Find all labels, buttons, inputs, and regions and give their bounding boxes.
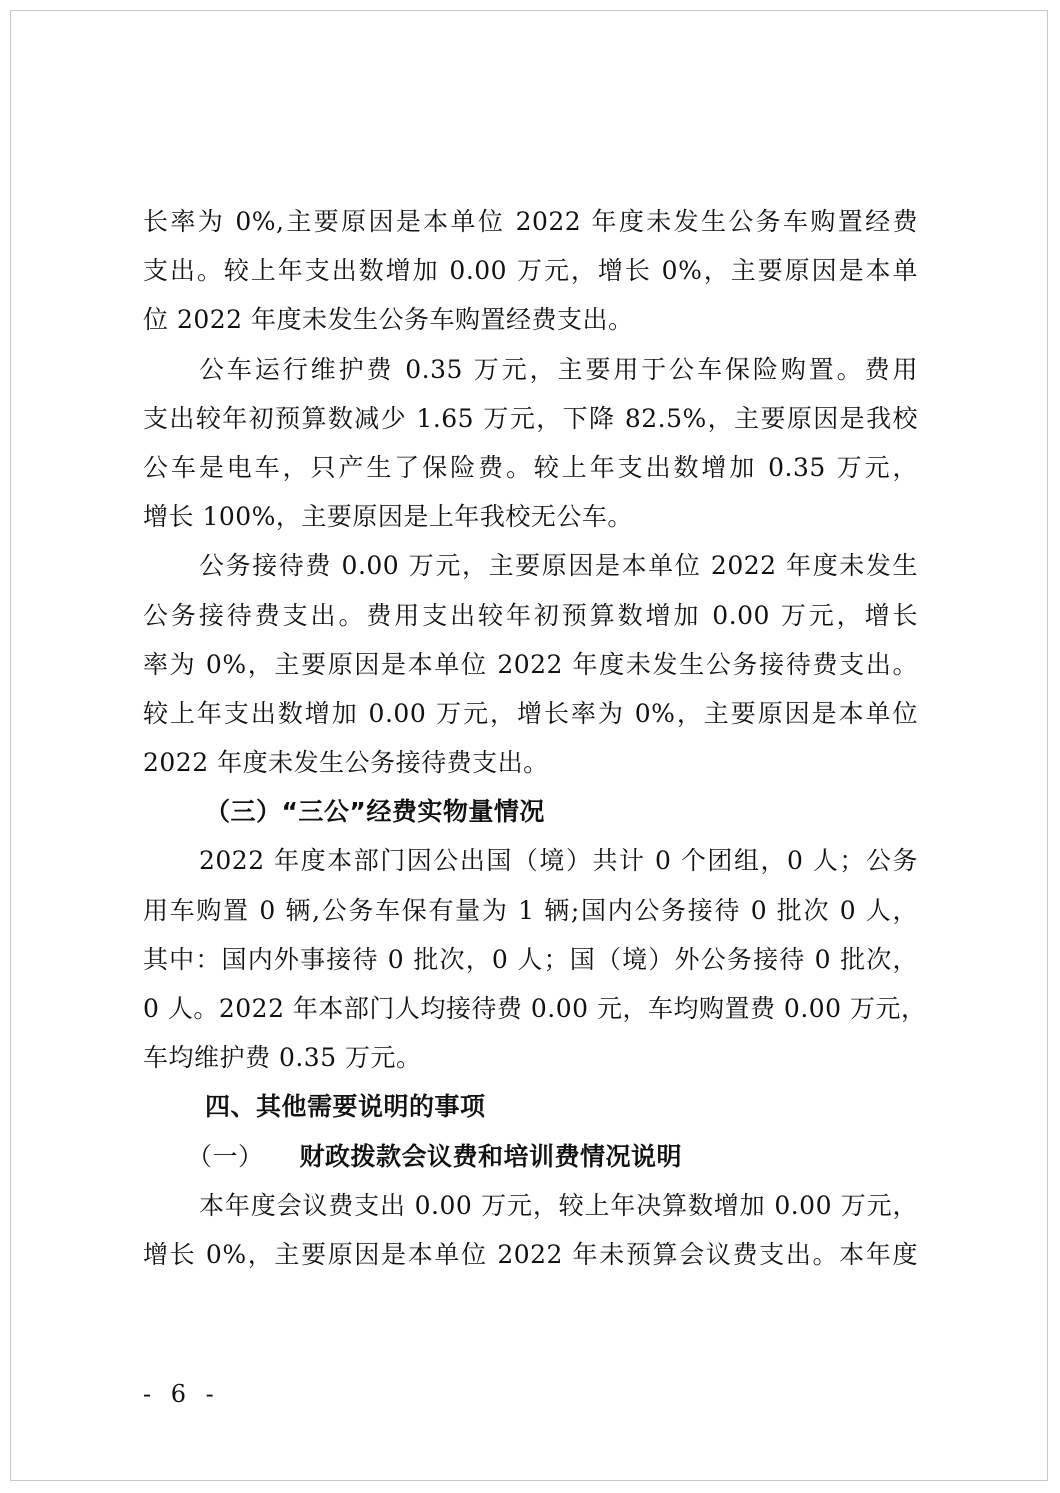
text-line: 支出。较上年支出数增加 0.00 万元，增长 0%，主要原因是本单 [143,256,918,286]
section-heading: （三）“三公”经费实物量情况 [205,797,545,827]
text-line: 0 人。2022 年本部门人均接待费 0.00 元，车均购置费 0.00 万元， [143,994,927,1023]
text-line: 增长 100%，主要原因是上年我校无公车。 [143,502,633,532]
text-line: 车均维护费 0.35 万元。 [143,1043,422,1073]
text-line: 公务接待费 0.00 万元，主要原因是本单位 2022 年度未发生 [199,551,918,581]
text-line: 公车是电车，只产生了保险费。较上年支出数增加 0.35 万元， [143,452,918,482]
subsection-number: （一） [187,1141,264,1171]
subsection-title: 财政拨款会议费和培训费情况说明 [299,1141,683,1171]
text-line: 率为 0%，主要原因是本单位 2022 年度未发生公务接待费支出。 [143,649,918,679]
text-line: 公车运行维护费 0.35 万元，主要用于公车保险购置。费用 [199,354,918,384]
text-line: 位 2022 年度未发生公务车购置经费支出。 [143,305,634,335]
subsection-heading [143,1132,918,1181]
chapter-heading: 四、其他需要说明的事项 [205,1092,486,1122]
document-body [143,197,927,1279]
text-line: 用车购置 0 辆,公务车保有量为 1 辆;国内公务接待 0 批次 0 人， [143,895,918,925]
text-line: 2022 年度未发生公务接待费支出。 [143,748,549,778]
page-number: - 6 - [143,1380,220,1408]
text-line: 本年度会议费支出 0.00 万元，较上年决算数增加 0.00 万元， [199,1190,918,1220]
text-line: 2022 年度本部门因公出国（境）共计 0 个团组，0 人；公务 [199,846,918,876]
text-line: 公务接待费支出。费用支出较年初预算数增加 0.00 万元，增长 [143,600,918,630]
text-line: 增长 0%，主要原因是本单位 2022 年未预算会议费支出。本年度 [143,1239,918,1269]
text-line: 长率为 0%,主要原因是本单位 2022 年度未发生公务车购置经费 [143,207,918,236]
text-line: 其中：国内外事接待 0 批次，0 人；国（境）外公务接待 0 批次， [143,944,918,974]
text-line: 支出较年初预算数减少 1.65 万元，下降 82.5%，主要原因是我校 [143,403,918,433]
text-line: 较上年支出数增加 0.00 万元，增长率为 0%，主要原因是本单位 [143,698,918,728]
